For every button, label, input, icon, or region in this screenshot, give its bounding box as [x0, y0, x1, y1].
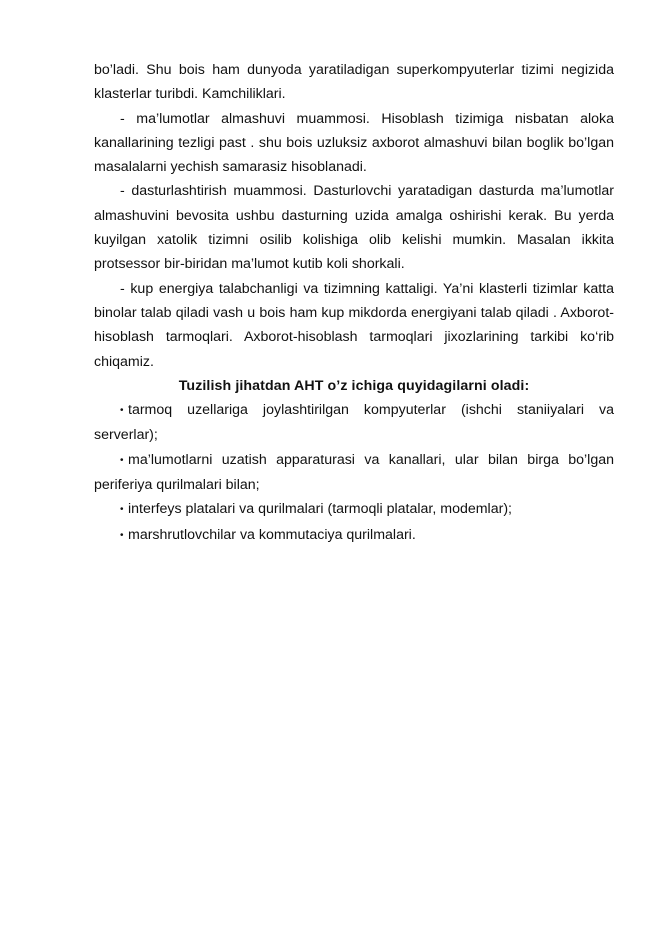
- bullet-item: [94, 398, 614, 448]
- paragraph-data-exchange: - ma’lumotlar almashuvi muammosi. Hisoblash tizimiga nisbatan aloka kanallarining tezligi past . shu bois uzluksiz axborot almashuvi bilan boglik bo’lgan masalalarni yechish samarasiz hisoblanadi.: [94, 110, 614, 176]
- bullet-icon: •: [120, 529, 124, 541]
- bullet-icon: •: [120, 454, 124, 466]
- bullet-text: tarmoq uzellariga joylashtirilgan kompyuterlar (ishchi staniiyalari va serverlar);: [94, 402, 614, 444]
- paragraph-energy: - kup energiya talabchanligi va tizimning kattaligi. Ya’ni klasterli tizimlar katta binolar talab qiladi vash u bois ham kup mikdorda energiyani talab qiladi . Axborot-hisoblash tarmoqlari. Axborot-hisoblash tarmoqlari jixozlarining tarkibi ko‘rib chiqamiz.: [94, 280, 614, 370]
- bullet-text: interfeys platalari va qurilmalari (tarmoqli platalar, modemlar);: [128, 501, 512, 518]
- bullet-icon: •: [120, 405, 124, 417]
- bullet-text: ma’lumotlarni uzatish apparaturasi va kanallari, ular bilan birga bo’lgan periferiya qurilmalari bilan;: [94, 451, 614, 494]
- bullet-item: [94, 448, 614, 498]
- section-heading: Tuzilish jihatdan AHT o’z ichiga quyidagilarni oladi:: [178, 377, 530, 394]
- bullet-item: [94, 497, 614, 522]
- document-page: [94, 58, 614, 548]
- bullet-text: marshrutlovchilar va kommutaciya qurilmalari.: [128, 526, 416, 543]
- bullet-item: [94, 523, 614, 548]
- paragraph-intro: bo’ladi. Shu bois ham dunyoda yaratiladigan superkompyuterlar tizimi negizida klasterlar turibdi. Kamchiliklari.: [94, 62, 614, 103]
- paragraph-programming: - dasturlashtirish muammosi. Dasturlovchi yaratadigan dasturda ma’lumotlar almashuvini bevosita ushbu dasturning uzida amalga oshirishi kerak. Bu yerda kuyilgan xatolik tizimni osilib kolishiga olib kelishi mumkin. Masalan ikkita protsessor bir-biridan ma’lumot kutib koli shorkali.: [94, 183, 614, 273]
- bullet-icon: •: [120, 504, 124, 516]
